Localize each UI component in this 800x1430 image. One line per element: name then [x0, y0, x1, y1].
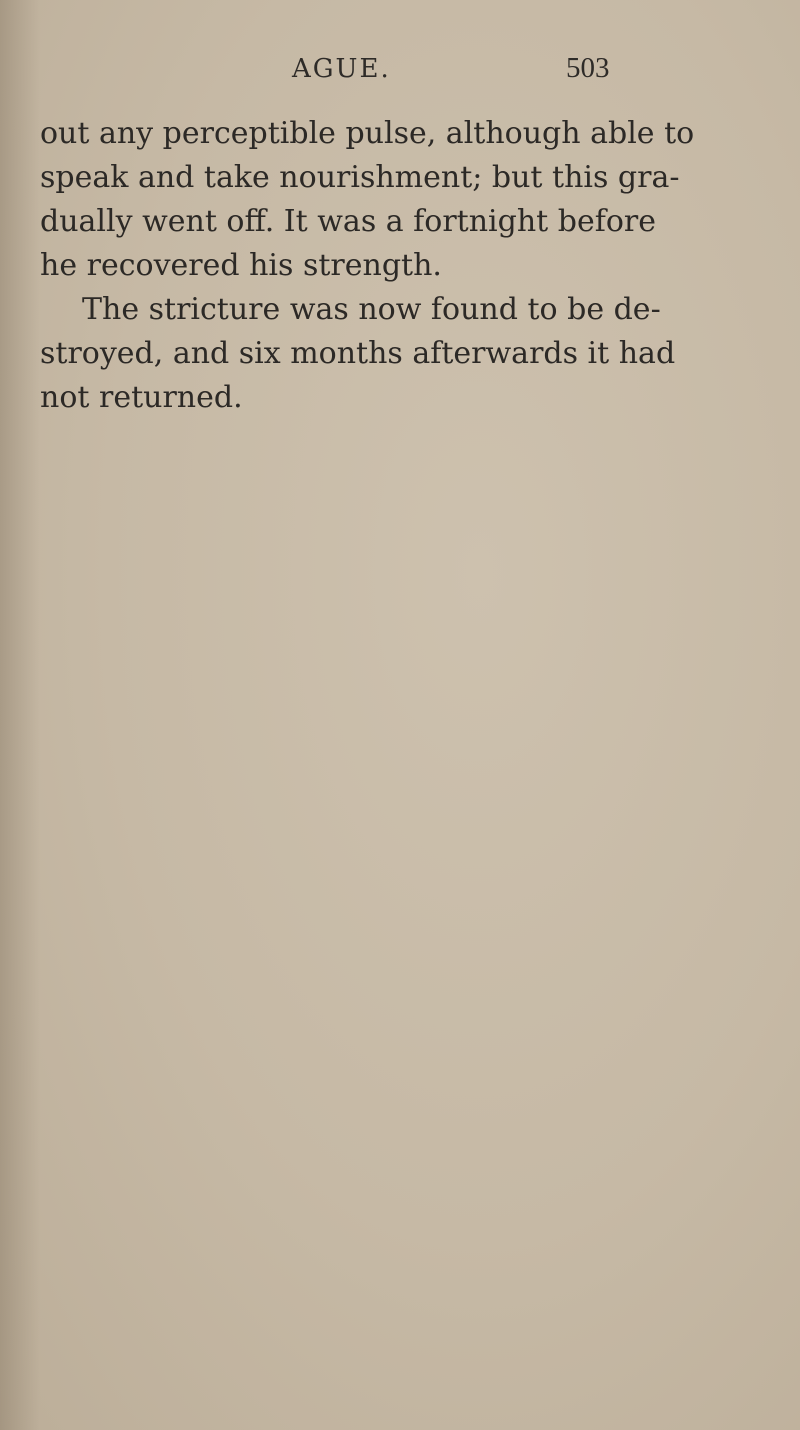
text-line: not returned. [40, 380, 243, 415]
text-line: out any perceptible pulse, although able to [40, 116, 695, 151]
text-line: dually went off. It was a fortnight before [40, 204, 656, 239]
text-line: he recovered his strength. [40, 248, 442, 283]
running-head [0, 48, 800, 98]
text-line: speak and take nourishment; but this gra- [40, 160, 680, 195]
running-head-title: AGUE. [292, 54, 391, 84]
body-text [40, 112, 695, 420]
paragraph-2 [40, 288, 676, 420]
text-line: The stricture was now found to be de- [82, 292, 661, 327]
page-number: 503 [566, 52, 610, 84]
paragraph-1 [40, 112, 695, 288]
text-line: stroyed, and six months afterwards it had [40, 336, 676, 371]
